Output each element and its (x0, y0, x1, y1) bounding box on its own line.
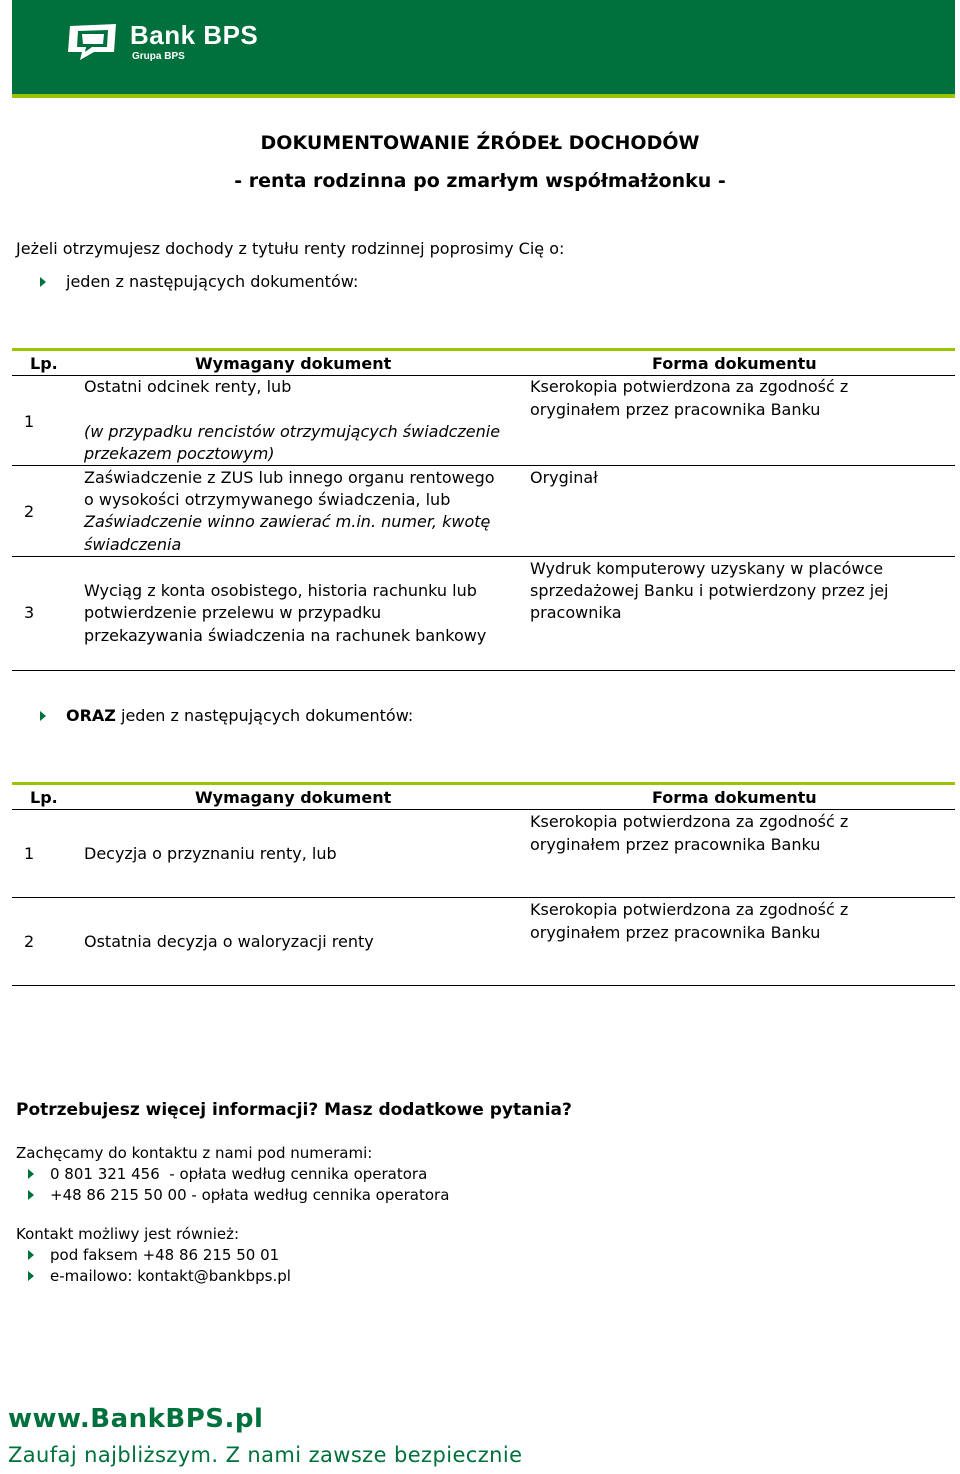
bank-logo[interactable] (64, 22, 258, 62)
header-form: Forma dokumentu (652, 788, 817, 807)
logo-subtitle: Grupa BPS (132, 51, 185, 62)
row1-doc-italic1: (w przypadku rencistów otrzymujących świadczenie (84, 422, 501, 441)
contact-fax (28, 1246, 279, 1264)
row2-doc-italic2: świadczenia (84, 535, 182, 554)
contact-heading: Potrzebujesz więcej informacji? Masz dodatkowe pytania? (16, 1100, 572, 1120)
t2-row2-doc: Ostatnia decyzja o waloryzacji renty (84, 932, 374, 951)
phone-1-text[interactable]: 0 801 321 456 - opłata według cennika operatora (50, 1165, 428, 1183)
row2-divider (12, 556, 955, 557)
contact-intro: Zachęcamy do kontaktu z nami pod numerami: (16, 1144, 373, 1162)
t2-row1-form-line1: Kserokopia potwierdzona za zgodność z (530, 812, 849, 831)
row2-lp: 2 (24, 502, 35, 521)
row1-lp: 1 (24, 412, 35, 431)
bullet-arrow-icon (28, 1190, 34, 1200)
bullet-arrow-icon (28, 1271, 34, 1281)
header-document: Wymagany dokument (195, 354, 392, 373)
t2-row2-form-line1: Kserokopia potwierdzona za zgodność z (530, 900, 849, 919)
phone-2-text[interactable]: +48 86 215 50 00 - opłata według cennika operatora (50, 1186, 450, 1204)
page-title: DOKUMENTOWANIE ŹRÓDEŁ DOCHODÓW (260, 132, 700, 154)
section2-bullet-text: jeden z następujących dokumentów: (115, 706, 414, 725)
row2-doc-line1: Zaświadczenie z ZUS lub innego organu rentowego (84, 468, 495, 487)
header-form: Forma dokumentu (652, 354, 817, 373)
table1-bottom-line (12, 670, 955, 671)
row3-form-line1: Wydruk komputerowy uzyskany w placówce (530, 559, 884, 578)
bullet-arrow-icon (28, 1169, 34, 1179)
email-text[interactable]: e-mailowo: kontakt@bankbps.pl (50, 1267, 291, 1285)
row3-doc-line1: Wyciąg z konta osobistego, historia rachunku lub (84, 581, 477, 600)
header-lp: Lp. (30, 354, 58, 373)
bullet-arrow-icon (40, 277, 46, 287)
row1-divider (12, 465, 955, 466)
contact-also: Kontakt możliwy jest również: (16, 1225, 240, 1243)
row1-doc-line1: Ostatni odcinek renty, lub (84, 377, 292, 396)
header-divider (12, 809, 955, 810)
t2-row1-form-line2: oryginałem przez pracownika Banku (530, 835, 821, 854)
t2-row2-form-line2: oryginałem przez pracownika Banku (530, 923, 821, 942)
logo-name: Bank BPS (130, 20, 259, 50)
page-subtitle: - renta rodzinna po zmarłym współmałżonku - (234, 170, 726, 192)
row3-doc-line2: potwierdzenie przelewu w przypadku (84, 603, 382, 622)
footer-website-link[interactable]: www.BankBPS.pl (8, 1404, 264, 1434)
row2-form-line1: Oryginał (530, 468, 598, 487)
row1-form-line1: Kserokopia potwierdzona za zgodność z (530, 377, 849, 396)
documents-table-1 (12, 348, 955, 672)
bullet-arrow-icon (28, 1250, 34, 1260)
row3-form-line2: sprzedażowej Banku i potwierdzony przez jej (530, 581, 889, 600)
row3-lp: 3 (24, 603, 35, 622)
bullet-arrow-icon (40, 711, 46, 721)
row1-form-line2: oryginałem przez pracownika Banku (530, 400, 821, 419)
section2-bullet-bold: ORAZ (66, 706, 116, 725)
bank-logo-icon (64, 22, 122, 62)
t2-row1-lp: 1 (24, 844, 35, 863)
header-document: Wymagany dokument (195, 788, 392, 807)
contact-phone-2 (28, 1186, 449, 1204)
row2-doc-line2: o wysokości otrzymywanego świadczenia, lub (84, 490, 451, 509)
section1-bullet (40, 272, 358, 291)
header-bar (12, 0, 955, 98)
t2-row1-doc: Decyzja o przyznaniu renty, lub (84, 844, 337, 863)
table-top-line (12, 782, 955, 785)
row3-form-line3: pracownika (530, 603, 622, 622)
table2-bottom-line (12, 985, 955, 986)
row2-doc-italic1: Zaświadczenie winno zawierać m.in. numer, kwotę (84, 512, 491, 531)
t2-row2-lp: 2 (24, 932, 35, 951)
contact-phone-1 (28, 1165, 427, 1183)
header-lp: Lp. (30, 788, 58, 807)
row3-doc-line3: przekazywania świadczenia na rachunek bankowy (84, 626, 487, 645)
table-top-line (12, 348, 955, 351)
footer-slogan: Zaufaj najbliższym. Z nami zawsze bezpiecznie (8, 1443, 523, 1467)
section1-bullet-text: jeden z następujących dokumentów: (66, 272, 359, 291)
t2-row1-divider (12, 897, 955, 898)
section2-bullet (40, 706, 413, 725)
documents-table-2 (12, 782, 955, 988)
contact-email (28, 1267, 291, 1285)
row1-doc-italic2: przekazem pocztowym) (84, 444, 275, 463)
intro-text: Jeżeli otrzymujesz dochody z tytułu renty rodzinnej poprosimy Cię o: (16, 239, 565, 258)
fax-text: pod faksem +48 86 215 50 01 (50, 1246, 280, 1264)
